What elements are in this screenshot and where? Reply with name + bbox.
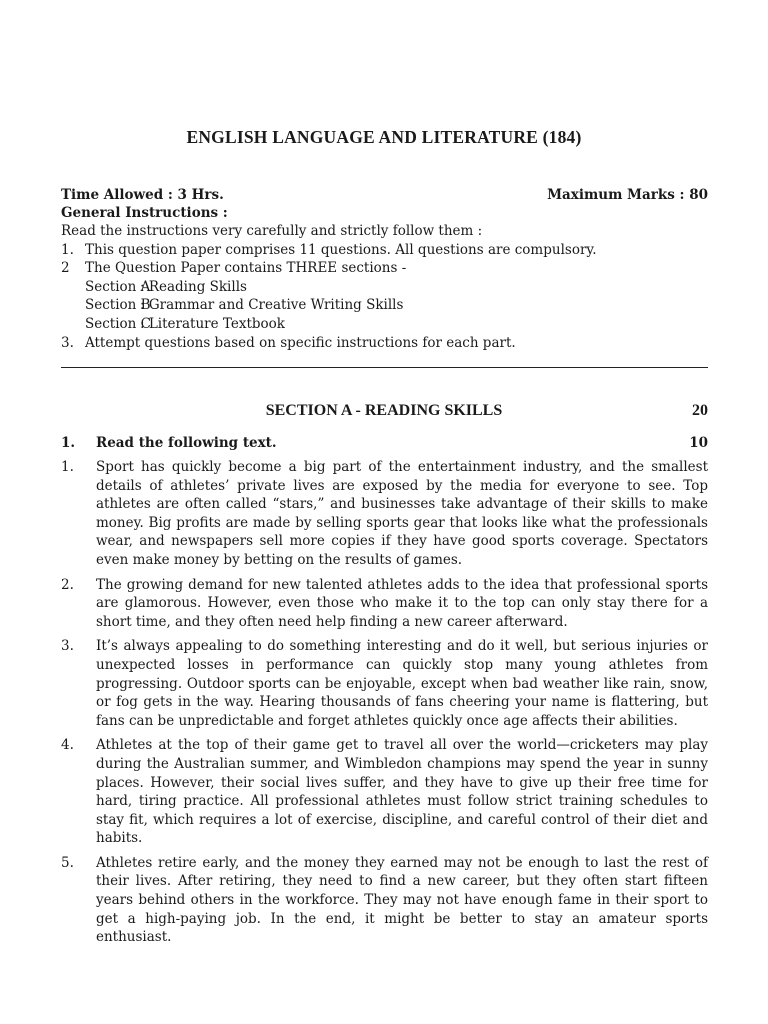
paragraph-number: 3.: [61, 638, 74, 655]
instructions-intro: Read the instructions very carefully and strictly follow them :: [61, 223, 483, 239]
section-description: : Literature Textbook: [140, 315, 285, 332]
instruction-text: The Question Paper contains THREE sections -: [85, 260, 407, 277]
section-label: Section A: [85, 278, 151, 295]
instruction-item: [61, 259, 708, 278]
passage-paragraph: [61, 736, 708, 848]
instructions-block: [61, 222, 708, 352]
paragraph-text: Athletes retire early, and the money they earned may not be enough to last the rest of their lives. After retiring, they need to find a new career, but they often start fifteen years behind others in the workforce. They may not have enough fame in their sport to get a high-paying job. In the end, it might be better to stay an amateur sports enthusiast.: [96, 854, 708, 946]
reading-passage: [61, 458, 708, 953]
section-label: Section C: [85, 315, 151, 332]
paragraph-number: 2.: [61, 576, 74, 593]
instruction-text: This question paper comprises 11 questions. All questions are compulsory.: [85, 241, 597, 258]
paragraph-number: 5.: [61, 854, 74, 871]
question-marks: 10: [689, 435, 708, 451]
paper-title: ENGLISH LANGUAGE AND LITERATURE (184): [186, 127, 582, 147]
instruction-number: 3.: [61, 334, 74, 351]
paragraph-text: The growing demand for new talented athletes adds to the idea that professional sports are glamorous. However, even those who make it to the top can only stay there for a short time, and they often need help finding a new career afterward.: [96, 576, 708, 630]
paragraph-text: Athletes at the top of their game get to travel all over the world—cricketers may play during the Australian summer, and Wimbledon champions may spend the year in sunny places. However, their social lives suffer, and they have to give up their free time for hard, tiring practice. All professional athletes must follow strict training schedules to stay fit, which requires a lot of exercise, discipline, and careful control of their diet and habits.: [96, 737, 708, 847]
instruction-item: [61, 334, 708, 353]
passage-paragraph: [61, 637, 708, 730]
question-prompt: Read the following text.: [96, 435, 277, 451]
passage-paragraph: [61, 854, 708, 947]
section-a-marks: 20: [692, 402, 708, 419]
general-instructions-heading: General Instructions :: [61, 205, 228, 221]
instruction-number: 2: [61, 260, 70, 277]
section-a-title: SECTION A - READING SKILLS: [265, 402, 503, 419]
paragraph-text: Sport has quickly become a big part of the entertainment industry, and the smallest details of athletes’ private lives are exposed by the media for everyone to see. Top athletes are often called “stars,” and businesses take advantage of their skills to make money. Big profits are made by selling sports gear that looks like what the professionals wear, and newspapers sell more copies if they have good sports coverage. Spectators even make money by betting on the results of games.: [96, 459, 708, 568]
instruction-number: 1.: [61, 241, 74, 258]
paragraph-text: It’s always appealing to do something interesting and do it well, but serious injuries or unexpected losses in performance can quickly stop many young athletes from progressing. Outdoor sports can be enjoyable, except when bad weather like rain, snow, or fog gets in the way. Hearing thousands of fans cheering your name is flattering, but fans can be unpredictable and forget athletes quickly once age affects their abilities.: [96, 638, 708, 729]
instruction-item: [61, 241, 708, 260]
paragraph-number: 1.: [61, 459, 74, 475]
section-list-item: [61, 278, 708, 297]
time-allowed: Time Allowed : 3 Hrs.: [61, 187, 224, 203]
section-description: : Grammar and Creative Writing Skills: [140, 297, 404, 314]
paragraph-number: 4.: [61, 737, 74, 754]
section-description: : Reading Skills: [140, 278, 247, 295]
passage-paragraph: [61, 576, 708, 632]
section-divider: [61, 367, 708, 368]
paper-meta: [61, 186, 708, 204]
question-number: 1.: [61, 435, 76, 451]
passage-paragraph: [61, 458, 708, 570]
maximum-marks: Maximum Marks : 80: [547, 187, 708, 203]
section-list-item: [61, 315, 708, 334]
section-label: Section B: [85, 297, 151, 314]
instruction-text: Attempt questions based on specific instructions for each part.: [85, 334, 516, 351]
section-list-item: [61, 296, 708, 315]
